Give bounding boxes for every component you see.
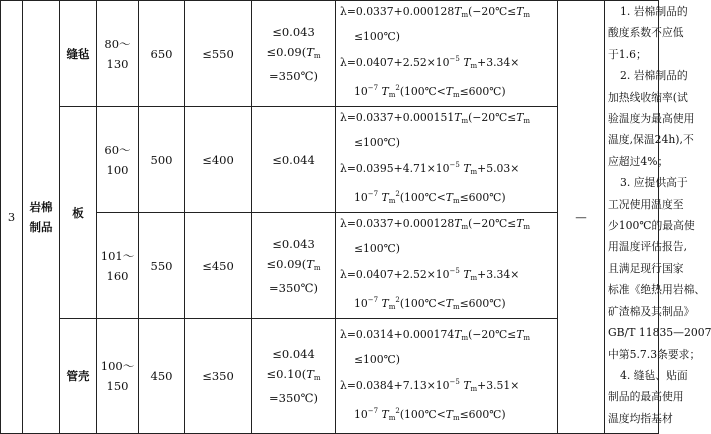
acid-cell: ≤400	[185, 107, 252, 213]
row-number: 3	[1, 1, 23, 434]
max-temp-cell: 500	[139, 107, 185, 213]
notes-cell	[605, 1, 711, 434]
notes-list: 1. 岩棉制品的 酸度系数不应低 于1.6； 2. 岩棉制品的 加热线收缩率(试 验温度为最高使用 温度,保温24h),不 应超过4%； 3. 应提供高于 工况使用温度至 少100℃的最高使 用温度评估报告, 且满足现行国家 标准《绝热用岩棉、 矿渣棉及其制品》 GB/T 11835—2007 中第5.7.3条要求； 4. 缝毡、贴面 制品的最高使用 温度均指基材	[608, 5, 711, 425]
formula-cell: $\lambda=0.0314+0.000174T_m(-20℃\le T_m$ ≤100℃) $\lambda=0.0384+7.13\times 10^{-5}$ $T_m+3.51\times$ $10^{-7}$ $T_m^2(100℃<T_m\le 600℃)$	[336, 319, 558, 434]
conductivity-cell: ≤0.043 $\le 0.09(T_m$ =350℃)	[252, 1, 336, 107]
conductivity-cell: ≤0.044 $\le 0.10(T_m$ =350℃)	[252, 319, 336, 434]
table-row	[1, 1, 659, 107]
formula-cell: $\lambda=0.0337+0.000128T_m(-20℃\le T_m$ ≤100℃) $\lambda=0.0407+2.52\times 10^{-5}$ $T_m+3.34\times$ $10^{-7}$ $T_m^2(100℃<T_m\le 600℃)$	[336, 1, 558, 107]
product-type-cell: 管壳	[60, 319, 97, 434]
conductivity-cell: ≤0.044	[252, 107, 336, 213]
material-name: 岩棉 制品	[23, 1, 60, 434]
other-column-cell: —	[558, 1, 605, 434]
product-type-cell: 板	[60, 107, 97, 319]
acid-cell: ≤350	[185, 319, 252, 434]
acid-cell: ≤450	[185, 213, 252, 319]
formula-cell: $\lambda=0.0337+0.000128T_m(-20℃\le T_m$ ≤100℃) $\lambda=0.0407+2.52\times 10^{-5}$ $T_m+3.34\times$ $10^{-7}$ $T_m^2(100℃<T_m\le 600℃)$	[336, 213, 558, 319]
max-temp-cell: 450	[139, 319, 185, 434]
conductivity-cell: ≤0.043 $\le 0.09(T_m$ =350℃)	[252, 213, 336, 319]
density-cell: 101～ 160	[97, 213, 139, 319]
product-type-cell: 缝毡	[60, 1, 97, 107]
density-cell: 80～ 130	[97, 1, 139, 107]
max-temp-cell: 650	[139, 1, 185, 107]
acid-cell: ≤550	[185, 1, 252, 107]
density-cell: 60～ 100	[97, 107, 139, 213]
max-temp-cell: 550	[139, 213, 185, 319]
formula-cell: $\lambda=0.0337+0.000151T_m(-20℃\le T_m$ ≤100℃) $\lambda=0.0395+4.71\times 10^{-5}$ $T_m+5.03\times$ $10^{-7}$ $T_m^2(100℃<T_m\le 600℃)$	[336, 107, 558, 213]
density-cell: 100～ 150	[97, 319, 139, 434]
